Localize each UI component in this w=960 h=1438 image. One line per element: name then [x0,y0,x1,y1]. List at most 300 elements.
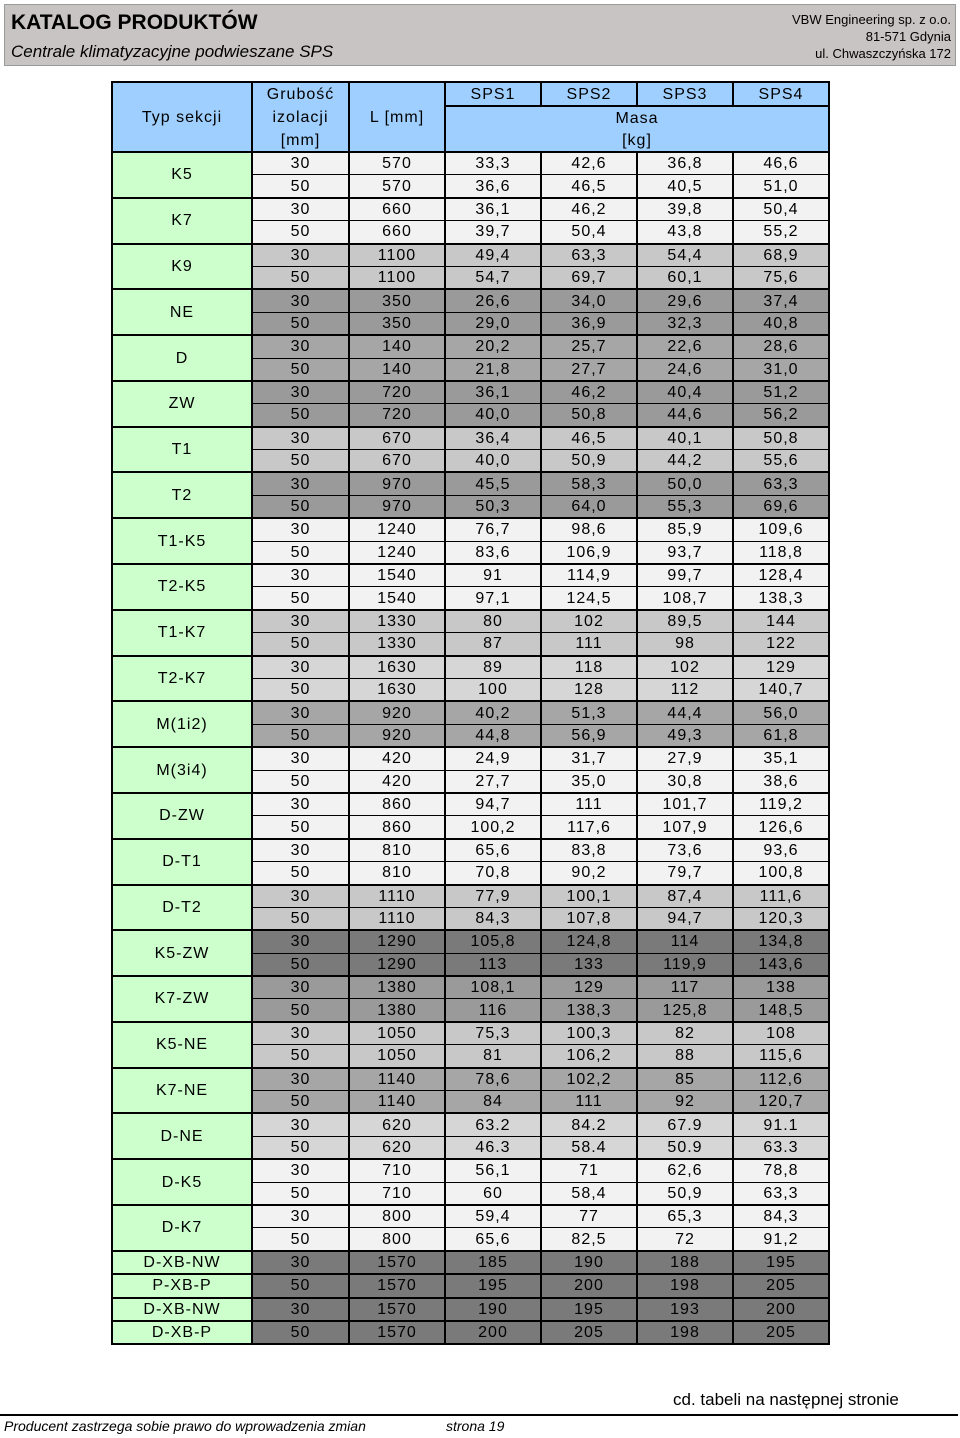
cell-sps4: 140,7 [733,678,829,701]
section-type: D-T1 [112,839,252,885]
header-grubosc-unit: [mm] [252,129,349,152]
cell-sps1: 100 [445,678,541,701]
cell-sps3: 92 [637,1091,733,1114]
cell-length: 800 [349,1205,445,1228]
cell-thickness: 50 [252,953,349,976]
cell-length: 670 [349,450,445,473]
cell-sps2: 129 [541,976,637,999]
cell-sps2: 98,6 [541,518,637,541]
section-type: D [112,335,252,381]
header-masa-unit: [kg] [445,129,829,152]
cell-thickness: 50 [252,312,349,335]
cell-thickness: 30 [252,198,349,221]
cell-thickness: 30 [252,1022,349,1045]
cell-sps1: 59,4 [445,1205,541,1228]
cell-thickness: 50 [252,221,349,244]
cell-length: 1330 [349,610,445,633]
cell-length: 720 [349,381,445,404]
section-type: T2-K5 [112,564,252,610]
cell-sps3: 50,9 [637,1182,733,1205]
cell-sps4: 205 [733,1274,829,1297]
cell-sps3: 36,8 [637,152,733,175]
cell-sps3: 119,9 [637,953,733,976]
cell-sps1: 27,7 [445,770,541,793]
cell-sps4: 50,4 [733,198,829,221]
cell-length: 670 [349,427,445,450]
cell-sps2: 118 [541,656,637,679]
table-row [112,472,829,495]
header-sps3: SPS3 [637,82,733,106]
cell-sps3: 39,8 [637,198,733,221]
cell-length: 1570 [349,1251,445,1274]
cell-sps2: 90,2 [541,862,637,885]
cell-thickness: 50 [252,862,349,885]
cell-sps1: 76,7 [445,518,541,541]
section-type: D-XB-NW [112,1298,252,1321]
cell-length: 1140 [349,1091,445,1114]
cell-sps3: 193 [637,1298,733,1321]
cell-sps1: 60 [445,1182,541,1205]
cell-thickness: 50 [252,495,349,518]
cell-sps1: 190 [445,1298,541,1321]
cell-sps2: 46,2 [541,381,637,404]
cell-sps2: 36,9 [541,312,637,335]
cell-sps1: 65,6 [445,839,541,862]
cell-thickness: 30 [252,656,349,679]
cell-length: 1570 [349,1274,445,1297]
cell-sps1: 63.2 [445,1113,541,1136]
table-row [112,610,829,633]
cell-sps3: 29,6 [637,289,733,312]
cell-sps2: 31,7 [541,747,637,770]
cell-sps4: 40,8 [733,312,829,335]
cell-thickness: 50 [252,358,349,381]
cell-sps3: 32,3 [637,312,733,335]
cell-sps4: 108 [733,1022,829,1045]
cell-sps3: 98 [637,633,733,656]
company-postal: 81-571 Gdynia [865,29,951,44]
cell-length: 720 [349,404,445,427]
cell-sps2: 58,4 [541,1182,637,1205]
cell-sps1: 77,9 [445,885,541,908]
table-row [112,381,829,404]
cell-sps2: 138,3 [541,999,637,1022]
cell-sps1: 81 [445,1045,541,1068]
section-type: K7-ZW [112,976,252,1022]
table-row [112,1159,829,1182]
table-row [112,152,829,175]
cell-length: 140 [349,358,445,381]
cell-thickness: 50 [252,1091,349,1114]
company-name: VBW Engineering sp. z o.o. [792,12,951,27]
cell-sps2: 27,7 [541,358,637,381]
cell-length: 710 [349,1159,445,1182]
cell-sps1: 70,8 [445,862,541,885]
cell-length: 350 [349,289,445,312]
cell-length: 920 [349,724,445,747]
cell-thickness: 50 [252,541,349,564]
cell-sps1: 108,1 [445,976,541,999]
header-masa: Masa [445,106,829,129]
cell-length: 1140 [349,1068,445,1091]
cell-thickness: 30 [252,976,349,999]
cell-sps3: 188 [637,1251,733,1274]
cell-sps4: 31,0 [733,358,829,381]
cell-length: 1570 [349,1321,445,1344]
cell-sps2: 46,2 [541,198,637,221]
cell-sps1: 36,1 [445,198,541,221]
cell-sps1: 91 [445,564,541,587]
cell-sps4: 38,6 [733,770,829,793]
cell-length: 970 [349,495,445,518]
cell-length: 620 [349,1136,445,1159]
cell-sps4: 122 [733,633,829,656]
cell-sps4: 35,1 [733,747,829,770]
cell-sps2: 50,9 [541,450,637,473]
cell-thickness: 30 [252,1068,349,1091]
cell-thickness: 50 [252,1182,349,1205]
cell-sps3: 72 [637,1228,733,1251]
cell-sps4: 100,8 [733,862,829,885]
cell-length: 710 [349,1182,445,1205]
cell-sps2: 63,3 [541,244,637,267]
cell-sps2: 128 [541,678,637,701]
section-type: K7-NE [112,1068,252,1114]
cell-sps3: 94,7 [637,907,733,930]
cell-thickness: 50 [252,450,349,473]
header-length: L [mm] [349,82,445,152]
cell-sps1: 50,3 [445,495,541,518]
cell-thickness: 30 [252,839,349,862]
cell-sps4: 111,6 [733,885,829,908]
cell-sps3: 102 [637,656,733,679]
cell-sps2: 114,9 [541,564,637,587]
cell-sps2: 50,4 [541,221,637,244]
cell-length: 1380 [349,999,445,1022]
section-type: K5 [112,152,252,198]
cell-sps3: 85 [637,1068,733,1091]
cell-length: 1050 [349,1022,445,1045]
cell-sps1: 40,2 [445,701,541,724]
section-type: D-ZW [112,793,252,839]
header-izolacji: izolacji [252,106,349,129]
cell-sps4: 91,2 [733,1228,829,1251]
cell-sps1: 20,2 [445,335,541,358]
cell-sps4: 55,6 [733,450,829,473]
cell-sps3: 87,4 [637,885,733,908]
cell-thickness: 30 [252,1298,349,1321]
section-type: T1-K7 [112,610,252,656]
cell-length: 1240 [349,541,445,564]
cell-thickness: 50 [252,1274,349,1297]
section-type: ZW [112,381,252,427]
cell-thickness: 50 [252,175,349,198]
cell-thickness: 30 [252,1205,349,1228]
mass-table [111,81,830,1345]
cell-sps4: 28,6 [733,335,829,358]
cell-thickness: 50 [252,999,349,1022]
cell-sps1: 44,8 [445,724,541,747]
cell-length: 970 [349,472,445,495]
cell-thickness: 50 [252,1321,349,1344]
footer-disclaimer: Producent zastrzega sobie prawo do wprowadzenia zmian [4,1418,366,1434]
cell-sps4: 200 [733,1298,829,1321]
cell-sps4: 119,2 [733,793,829,816]
cell-sps2: 100,1 [541,885,637,908]
cell-sps2: 58,3 [541,472,637,495]
cell-sps3: 108,7 [637,587,733,610]
cell-sps4: 120,7 [733,1091,829,1114]
cell-sps3: 117 [637,976,733,999]
cell-length: 350 [349,312,445,335]
cell-thickness: 30 [252,885,349,908]
cell-sps3: 67.9 [637,1113,733,1136]
cell-thickness: 30 [252,1251,349,1274]
cell-thickness: 30 [252,930,349,953]
cell-sps1: 21,8 [445,358,541,381]
cell-sps4: 205 [733,1321,829,1344]
cell-sps1: 89 [445,656,541,679]
cell-thickness: 50 [252,633,349,656]
section-type: M(3i4) [112,747,252,793]
table-row [112,1022,829,1045]
cell-thickness: 50 [252,1045,349,1068]
cell-sps2: 64,0 [541,495,637,518]
cell-sps2: 117,6 [541,816,637,839]
table-row [112,976,829,999]
cell-sps3: 112 [637,678,733,701]
cell-sps4: 63,3 [733,472,829,495]
header-banner [4,4,956,66]
header-grubosc: Grubość [252,82,349,106]
cell-length: 1110 [349,885,445,908]
cell-sps2: 46,5 [541,427,637,450]
cell-sps3: 125,8 [637,999,733,1022]
page-number: strona 19 [446,1418,505,1434]
cell-length: 810 [349,862,445,885]
section-type: T1-K5 [112,518,252,564]
cell-thickness: 50 [252,1136,349,1159]
cell-sps1: 36,1 [445,381,541,404]
cell-sps2: 71 [541,1159,637,1182]
cell-length: 620 [349,1113,445,1136]
table-row [112,701,829,724]
cell-sps4: 93,6 [733,839,829,862]
cell-sps1: 113 [445,953,541,976]
cell-sps4: 78,8 [733,1159,829,1182]
header-typ-sekcji: Typ sekcji [112,82,252,152]
cell-thickness: 30 [252,747,349,770]
cell-sps2: 25,7 [541,335,637,358]
cell-thickness: 50 [252,907,349,930]
cell-thickness: 50 [252,770,349,793]
table-row [112,885,829,908]
cell-sps4: 128,4 [733,564,829,587]
table-row [112,1321,829,1344]
table-row [112,793,829,816]
table-row [112,1113,829,1136]
cell-sps3: 49,3 [637,724,733,747]
cell-sps3: 40,5 [637,175,733,198]
cell-thickness: 30 [252,518,349,541]
cell-sps3: 93,7 [637,541,733,564]
cell-length: 1630 [349,678,445,701]
section-type: P-XB-P [112,1274,252,1297]
cell-sps2: 82,5 [541,1228,637,1251]
cell-sps3: 54,4 [637,244,733,267]
cell-thickness: 30 [252,1159,349,1182]
cell-sps1: 26,6 [445,289,541,312]
cell-length: 860 [349,793,445,816]
cell-sps4: 56,2 [733,404,829,427]
cell-sps3: 198 [637,1274,733,1297]
catalog-subtitle: Centrale klimatyzacyjne podwieszane SPS [11,42,334,61]
cell-length: 860 [349,816,445,839]
cell-sps1: 36,6 [445,175,541,198]
cell-sps2: 106,2 [541,1045,637,1068]
cell-sps2: 111 [541,793,637,816]
cell-length: 800 [349,1228,445,1251]
cell-thickness: 50 [252,404,349,427]
cell-sps2: 42,6 [541,152,637,175]
cell-sps2: 190 [541,1251,637,1274]
cell-sps2: 102 [541,610,637,633]
cell-sps3: 43,8 [637,221,733,244]
cell-thickness: 30 [252,564,349,587]
cell-length: 140 [349,335,445,358]
cell-sps1: 78,6 [445,1068,541,1091]
cell-thickness: 50 [252,816,349,839]
cell-sps3: 79,7 [637,862,733,885]
cell-sps2: 124,5 [541,587,637,610]
cell-thickness: 30 [252,289,349,312]
cell-length: 810 [349,839,445,862]
cell-length: 1540 [349,564,445,587]
cell-sps4: 148,5 [733,999,829,1022]
table-row [112,518,829,541]
cell-sps2: 106,9 [541,541,637,564]
cell-sps4: 51,2 [733,381,829,404]
cell-thickness: 50 [252,266,349,289]
cell-sps1: 36,4 [445,427,541,450]
table-row [112,1298,829,1321]
table-row [112,1274,829,1297]
table-body [112,152,829,1344]
cell-length: 1330 [349,633,445,656]
header-sps1: SPS1 [445,82,541,106]
cell-length: 1290 [349,953,445,976]
cell-sps1: 116 [445,999,541,1022]
section-type: D-XB-NW [112,1251,252,1274]
cell-sps1: 65,6 [445,1228,541,1251]
table-header [112,82,829,152]
cell-sps3: 44,2 [637,450,733,473]
cell-sps3: 55,3 [637,495,733,518]
cell-sps1: 45,5 [445,472,541,495]
cell-sps2: 35,0 [541,770,637,793]
cell-sps4: 143,6 [733,953,829,976]
cell-sps4: 51,0 [733,175,829,198]
cell-thickness: 50 [252,587,349,610]
cell-sps3: 22,6 [637,335,733,358]
section-type: K5-ZW [112,930,252,976]
cell-sps1: 40,0 [445,404,541,427]
cell-sps3: 85,9 [637,518,733,541]
section-type: NE [112,289,252,335]
cell-thickness: 30 [252,335,349,358]
cell-thickness: 30 [252,381,349,404]
cell-sps4: 109,6 [733,518,829,541]
cell-sps3: 88 [637,1045,733,1068]
cell-sps4: 69,6 [733,495,829,518]
cell-sps4: 61,8 [733,724,829,747]
cell-sps1: 54,7 [445,266,541,289]
cell-length: 570 [349,175,445,198]
cell-sps3: 50,0 [637,472,733,495]
cell-sps1: 75,3 [445,1022,541,1045]
cell-length: 1050 [349,1045,445,1068]
section-type: K5-NE [112,1022,252,1068]
cell-sps4: 118,8 [733,541,829,564]
cell-length: 1630 [349,656,445,679]
table-row [112,244,829,267]
cell-length: 1100 [349,244,445,267]
cell-length: 1570 [349,1298,445,1321]
catalog-table-wrapper [111,81,830,1345]
cell-sps4: 144 [733,610,829,633]
cell-sps2: 84.2 [541,1113,637,1136]
table-row [112,1251,829,1274]
section-type: K7 [112,198,252,244]
cell-sps3: 89,5 [637,610,733,633]
section-type: M(1i2) [112,701,252,747]
section-type: T1 [112,427,252,473]
cell-thickness: 30 [252,427,349,450]
footer-divider [0,1414,958,1416]
cell-sps3: 114 [637,930,733,953]
cell-sps4: 115,6 [733,1045,829,1068]
cell-sps1: 46.3 [445,1136,541,1159]
cell-sps3: 60,1 [637,266,733,289]
cell-sps4: 120,3 [733,907,829,930]
cell-sps1: 87 [445,633,541,656]
cell-sps1: 29,0 [445,312,541,335]
company-address [792,11,951,62]
cell-length: 660 [349,221,445,244]
cell-sps3: 40,4 [637,381,733,404]
cell-sps4: 112,6 [733,1068,829,1091]
cell-sps4: 55,2 [733,221,829,244]
cell-sps3: 44,4 [637,701,733,724]
cell-sps3: 24,6 [637,358,733,381]
cell-sps3: 99,7 [637,564,733,587]
cell-sps3: 50.9 [637,1136,733,1159]
cell-sps4: 75,6 [733,266,829,289]
cell-sps3: 62,6 [637,1159,733,1182]
cell-sps2: 107,8 [541,907,637,930]
cell-sps4: 126,6 [733,816,829,839]
cell-sps2: 56,9 [541,724,637,747]
cell-sps1: 33,3 [445,152,541,175]
cell-sps1: 56,1 [445,1159,541,1182]
cell-thickness: 30 [252,793,349,816]
cell-length: 1110 [349,907,445,930]
table-row [112,1068,829,1091]
cell-sps1: 84,3 [445,907,541,930]
table-row [112,198,829,221]
table-row [112,427,829,450]
cell-thickness: 30 [252,1113,349,1136]
